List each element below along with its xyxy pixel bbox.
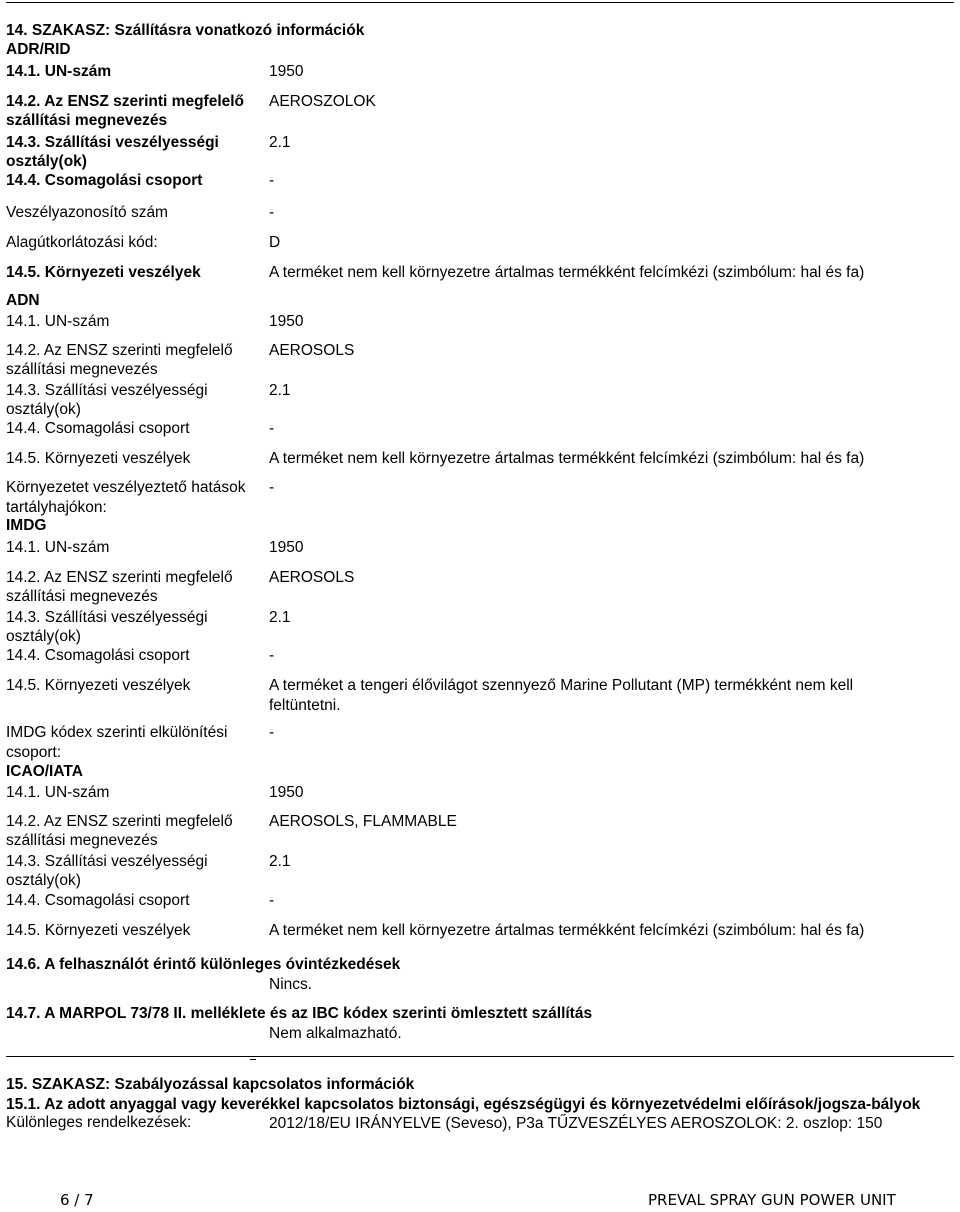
icao-un-value: 1950 xyxy=(269,784,304,801)
special-provisions-value: 2012/18/EU IRÁNYELVE (Seveso), P3a TŰZVESZÉLYES AEROSZOLOK: 2. oszlop: 150 xyxy=(269,1115,883,1132)
imdg-pack-label: 14.4. Csomagolási csoport xyxy=(6,647,190,664)
top-divider xyxy=(6,2,954,3)
section-divider xyxy=(6,1056,954,1057)
imdg-class-label: 14.3. Szállítási veszélyességi xyxy=(6,609,208,626)
adn-un-value: 1950 xyxy=(269,313,304,330)
icao-class-label-2: osztály(ok) xyxy=(6,872,81,889)
adr-env-value: A terméket nem kell környezetre ártalmas termékként felcímkézi (szimbólum: hal és fa) xyxy=(269,264,865,281)
imdg-segregation-value: - xyxy=(269,724,275,741)
adr-un-label: 14.1. UN-szám xyxy=(6,63,112,80)
adn-tank-label-2: tartályhajókon: xyxy=(6,499,107,516)
adn-class-label-2: osztály(ok) xyxy=(6,401,81,418)
adn-pack-label: 14.4. Csomagolási csoport xyxy=(6,420,190,437)
section-15-title: 15. SZAKASZ: Szabályozással kapcsolatos információk xyxy=(6,1076,415,1093)
adr-name-label-2: szállítási megnevezés xyxy=(6,112,168,129)
adr-class-label-2: osztály(ok) xyxy=(6,153,87,170)
imdg-name-label: 14.2. Az ENSZ szerinti megfelelő xyxy=(6,569,233,586)
adr-pack-value: - xyxy=(269,172,275,189)
adn-env-label: 14.5. Környezeti veszélyek xyxy=(6,450,191,467)
adn-class-label: 14.3. Szállítási veszélyességi xyxy=(6,382,208,399)
adr-name-value: AEROSZOLOK xyxy=(269,93,376,110)
adn-tank-label: Környezetet veszélyeztető hatások xyxy=(6,479,246,496)
imdg-pack-value: - xyxy=(269,647,275,664)
imdg-un-value: 1950 xyxy=(269,539,304,556)
icao-env-value: A terméket nem kell környezetre ártalmas termékként felcímkézi (szimbólum: hal és fa) xyxy=(269,922,865,939)
adn-name-label: 14.2. Az ENSZ szerinti megfelelő xyxy=(6,342,233,359)
adr-name-label: 14.2. Az ENSZ szerinti megfelelő xyxy=(6,93,245,110)
icao-name-label: 14.2. Az ENSZ szerinti megfelelő xyxy=(6,813,233,830)
imdg-name-value: AEROSOLS xyxy=(269,569,355,586)
icao-pack-label: 14.4. Csomagolási csoport xyxy=(6,892,190,909)
imdg-env-value-2: feltüntetni. xyxy=(269,697,341,714)
adn-heading: ADN xyxy=(6,292,40,309)
icao-env-label: 14.5. Környezeti veszélyek xyxy=(6,922,191,939)
imdg-segregation-label: IMDG kódex szerinti elkülönítési xyxy=(6,724,228,741)
imdg-segregation-label-2: csoport: xyxy=(6,744,62,761)
section-divider-tick xyxy=(250,1059,256,1060)
icao-class-label: 14.3. Szállítási veszélyességi xyxy=(6,853,208,870)
product-name: PREVAL SPRAY GUN POWER UNIT xyxy=(648,1191,896,1209)
adr-class-label: 14.3. Szállítási veszélyességi xyxy=(6,134,219,151)
adr-hazard-id-value: - xyxy=(269,204,275,221)
section-14-7-value: Nem alkalmazható. xyxy=(269,1025,402,1042)
adn-pack-value: - xyxy=(269,420,275,437)
adn-env-value: A terméket nem kell környezetre ártalmas termékként felcímkézi (szimbólum: hal és fa) xyxy=(269,450,865,467)
section-14-title: 14. SZAKASZ: Szállításra vonatkozó információk xyxy=(6,22,365,39)
adr-class-value: 2.1 xyxy=(269,134,291,151)
adr-env-label: 14.5. Környezeti veszélyek xyxy=(6,264,201,281)
imdg-un-label: 14.1. UN-szám xyxy=(6,539,110,556)
icao-name-value: AEROSOLS, FLAMMABLE xyxy=(269,813,457,830)
section-15-1-heading: 15.1. Az adott anyaggal vagy keverékkel kapcsolatos biztonsági, egészségügyi és környezetvédelmi előírások/jogsza-bályok xyxy=(6,1096,921,1113)
section-14-6-value: Nincs. xyxy=(269,976,313,993)
icao-class-value: 2.1 xyxy=(269,853,291,870)
imdg-class-value: 2.1 xyxy=(269,609,291,626)
section-14-6-heading: 14.6. A felhasználót érintő különleges óvintézkedések xyxy=(6,956,401,973)
adr-hazard-id-label: Veszélyazonosító szám xyxy=(6,204,168,221)
icao-heading: ICAO/IATA xyxy=(6,763,83,780)
adn-class-value: 2.1 xyxy=(269,382,291,399)
imdg-name-label-2: szállítási megnevezés xyxy=(6,588,158,605)
icao-name-label-2: szállítási megnevezés xyxy=(6,832,158,849)
imdg-env-value: A terméket a tengeri élővilágot szennyező Marine Pollutant (MP) termékként nem kell xyxy=(269,677,854,694)
imdg-class-label-2: osztály(ok) xyxy=(6,628,81,645)
icao-un-label: 14.1. UN-szám xyxy=(6,784,110,801)
adr-tunnel-label: Alagútkorlátozási kód: xyxy=(6,234,158,251)
adr-pack-label: 14.4. Csomagolási csoport xyxy=(6,172,203,189)
imdg-env-label: 14.5. Környezeti veszélyek xyxy=(6,677,191,694)
adr-tunnel-value: D xyxy=(269,234,281,251)
adn-name-value: AEROSOLS xyxy=(269,342,355,359)
adr-un-value: 1950 xyxy=(269,63,304,80)
imdg-heading: IMDG xyxy=(6,517,47,534)
adn-name-label-2: szállítási megnevezés xyxy=(6,361,158,378)
icao-pack-value: - xyxy=(269,892,275,909)
special-provisions-label: Különleges rendelkezések: xyxy=(6,1114,192,1131)
section-14-7-heading: 14.7. A MARPOL 73/78 II. melléklete és az IBC kódex szerinti ömlesztett szállítás xyxy=(6,1005,593,1022)
adn-tank-value: - xyxy=(269,479,275,496)
adn-un-label: 14.1. UN-szám xyxy=(6,313,110,330)
adr-heading: ADR/RID xyxy=(6,41,71,58)
page-number: 6 / 7 xyxy=(60,1191,94,1209)
